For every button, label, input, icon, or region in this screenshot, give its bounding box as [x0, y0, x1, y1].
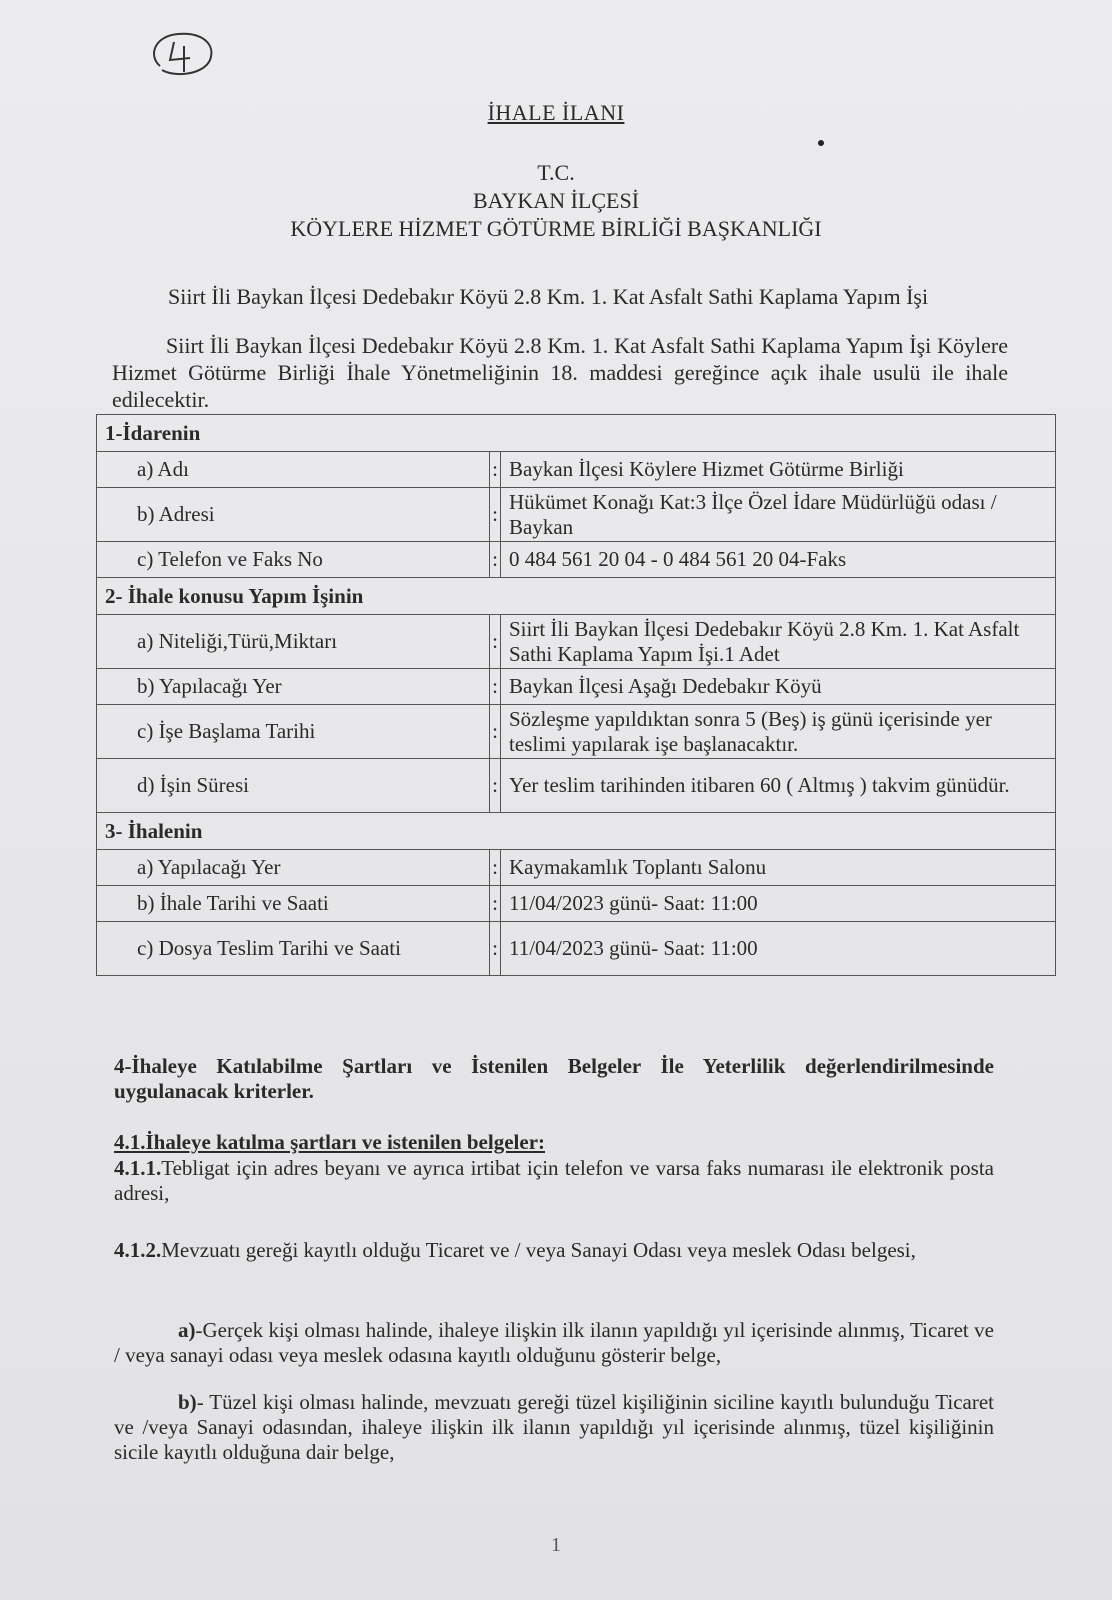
- table-row: [97, 615, 1056, 669]
- paragraph-number: b): [178, 1390, 197, 1414]
- row-value: 11/04/2023 günü- Saat: 11:00: [501, 886, 1056, 922]
- intro-paragraph: Siirt İli Baykan İlçesi Dedebakır Köyü 2.8 Km. 1. Kat Asfalt Sathi Kaplama Yapım İşi Köylere Hizmet Götürme Birliği İhale Yönetmeliğinin 18. maddesi gereğince açık ihale usulü ile ihale edilecektir.: [112, 333, 1008, 412]
- section-heading-administration: 1-İdarenin: [97, 415, 1056, 452]
- row-value: Yer teslim tarihinden itibaren 60 ( Altmış ) takvim günüdür.: [501, 759, 1056, 813]
- row-separator: :: [490, 669, 501, 705]
- row-value: Baykan İlçesi Köylere Hizmet Götürme Birliği: [501, 452, 1056, 488]
- row-separator: :: [490, 488, 501, 542]
- row-value: Siirt İli Baykan İlçesi Dedebakır Köyü 2.8 Km. 1. Kat Asfalt Sathi Kaplama Yapım İşi.1 Adet: [501, 615, 1056, 669]
- row-label: b) Yapılacağı Yer: [97, 669, 490, 705]
- row-separator: :: [490, 850, 501, 886]
- row-label: d) İşin Süresi: [97, 759, 490, 813]
- paragraph-b: [114, 1390, 994, 1465]
- doc-title: İHALE İLANI: [487, 100, 625, 125]
- section-4-1-heading: 4.1.İhaleye katılma şartları ve istenilen belgeler:: [114, 1130, 546, 1154]
- paragraph-text: Tebligat için adres beyanı ve ayrıca irtibat için telefon ve varsa faks numarası ile elektronik posta adresi,: [114, 1156, 994, 1205]
- paragraph-a: [114, 1318, 994, 1368]
- row-label: b) Adresi: [97, 488, 490, 542]
- row-value: 11/04/2023 günü- Saat: 11:00: [501, 922, 1056, 976]
- row-label: c) İşe Başlama Tarihi: [97, 705, 490, 759]
- row-separator: :: [490, 922, 501, 976]
- ink-dot: [818, 140, 824, 146]
- row-separator: :: [490, 542, 501, 578]
- subject-line: Siirt İli Baykan İlçesi Dedebakır Köyü 2.8 Km. 1. Kat Asfalt Sathi Kaplama Yapım İşi: [168, 284, 929, 309]
- header-line-3: KÖYLERE HİZMET GÖTÜRME BİRLİĞİ BAŞKANLIĞI: [290, 216, 822, 241]
- table-row: [97, 850, 1056, 886]
- paragraph-text: - Tüzel kişi olması halinde, mevzuatı gereği tüzel kişiliğinin siciline kayıtlı bulunduğu Ticaret ve /veya Sanayi odasından, ihaleye ilişkin ilk ilanın yapıldığı yıl içerisinde alınmış, tüzel kişiliğinin sicile kayıtlı olduğuna dair belge,: [114, 1390, 994, 1464]
- row-separator: :: [490, 615, 501, 669]
- table-row: [97, 669, 1056, 705]
- table-row: [97, 886, 1056, 922]
- header-line-2: BAYKAN İLÇESİ: [472, 188, 640, 213]
- table-row: [97, 488, 1056, 542]
- table-row: [97, 542, 1056, 578]
- paragraph-text: Mevzuatı gereği kayıtlı olduğu Ticaret ve / veya Sanayi Odası veya meslek Odası belgesi,: [161, 1238, 916, 1262]
- row-value: 0 484 561 20 04 - 0 484 561 20 04-Faks: [501, 542, 1056, 578]
- row-label: a) Niteliği,Türü,Miktarı: [97, 615, 490, 669]
- row-separator: :: [490, 452, 501, 488]
- criteria-heading: 4-İhaleye Katılabilme Şartları ve İstenilen Belgeler İle Yeterlilik değerlendirilmesinde uygulanacak kriterler.: [114, 1054, 994, 1103]
- row-value: Kaymakamlık Toplantı Salonu: [501, 850, 1056, 886]
- row-label: a) Yapılacağı Yer: [97, 850, 490, 886]
- paragraph-text: -Gerçek kişi olması halinde, ihaleye ilişkin ilk ilanın yapıldığı yıl içerisinde alınmış, Ticaret ve / veya sanayi odası veya meslek odasına kayıtlı olduğunu gösterir belge,: [114, 1318, 994, 1367]
- table-row: [97, 922, 1056, 976]
- row-label: c) Dosya Teslim Tarihi ve Saati: [97, 922, 490, 976]
- row-separator: :: [490, 705, 501, 759]
- table-row: [97, 705, 1056, 759]
- paragraph-number: a): [178, 1318, 196, 1342]
- table-row: [97, 759, 1056, 813]
- paragraph-number: 4.1.2.: [114, 1238, 162, 1262]
- row-label: b) İhale Tarihi ve Saati: [97, 886, 490, 922]
- circled-number-icon: [146, 26, 218, 82]
- row-separator: :: [490, 759, 501, 813]
- paragraph-4-1-1: [114, 1156, 994, 1206]
- paragraph-4-1-2: [114, 1238, 994, 1263]
- row-value: Hükümet Konağı Kat:3 İlçe Özel İdare Müdürlüğü odası / Baykan: [501, 488, 1056, 542]
- row-label: a) Adı: [97, 452, 490, 488]
- handwritten-page-mark: [146, 26, 218, 82]
- paragraph-number: 4.1.1.: [114, 1156, 162, 1180]
- section-heading-subject: 2- İhale konusu Yapım İşinin: [97, 578, 1056, 615]
- header-line-1: T.C.: [537, 160, 575, 185]
- row-value: Sözleşme yapıldıktan sonra 5 (Beş) iş günü içerisinde yer teslimi yapılarak işe başlanacaktır.: [501, 705, 1056, 759]
- tender-info-table: [96, 414, 1056, 976]
- row-separator: :: [490, 886, 501, 922]
- row-value: Baykan İlçesi Aşağı Dedebakır Köyü: [501, 669, 1056, 705]
- section-heading-tender: 3- İhalenin: [97, 813, 1056, 850]
- table-row: [97, 452, 1056, 488]
- page-number: 1: [551, 1534, 561, 1556]
- row-label: c) Telefon ve Faks No: [97, 542, 490, 578]
